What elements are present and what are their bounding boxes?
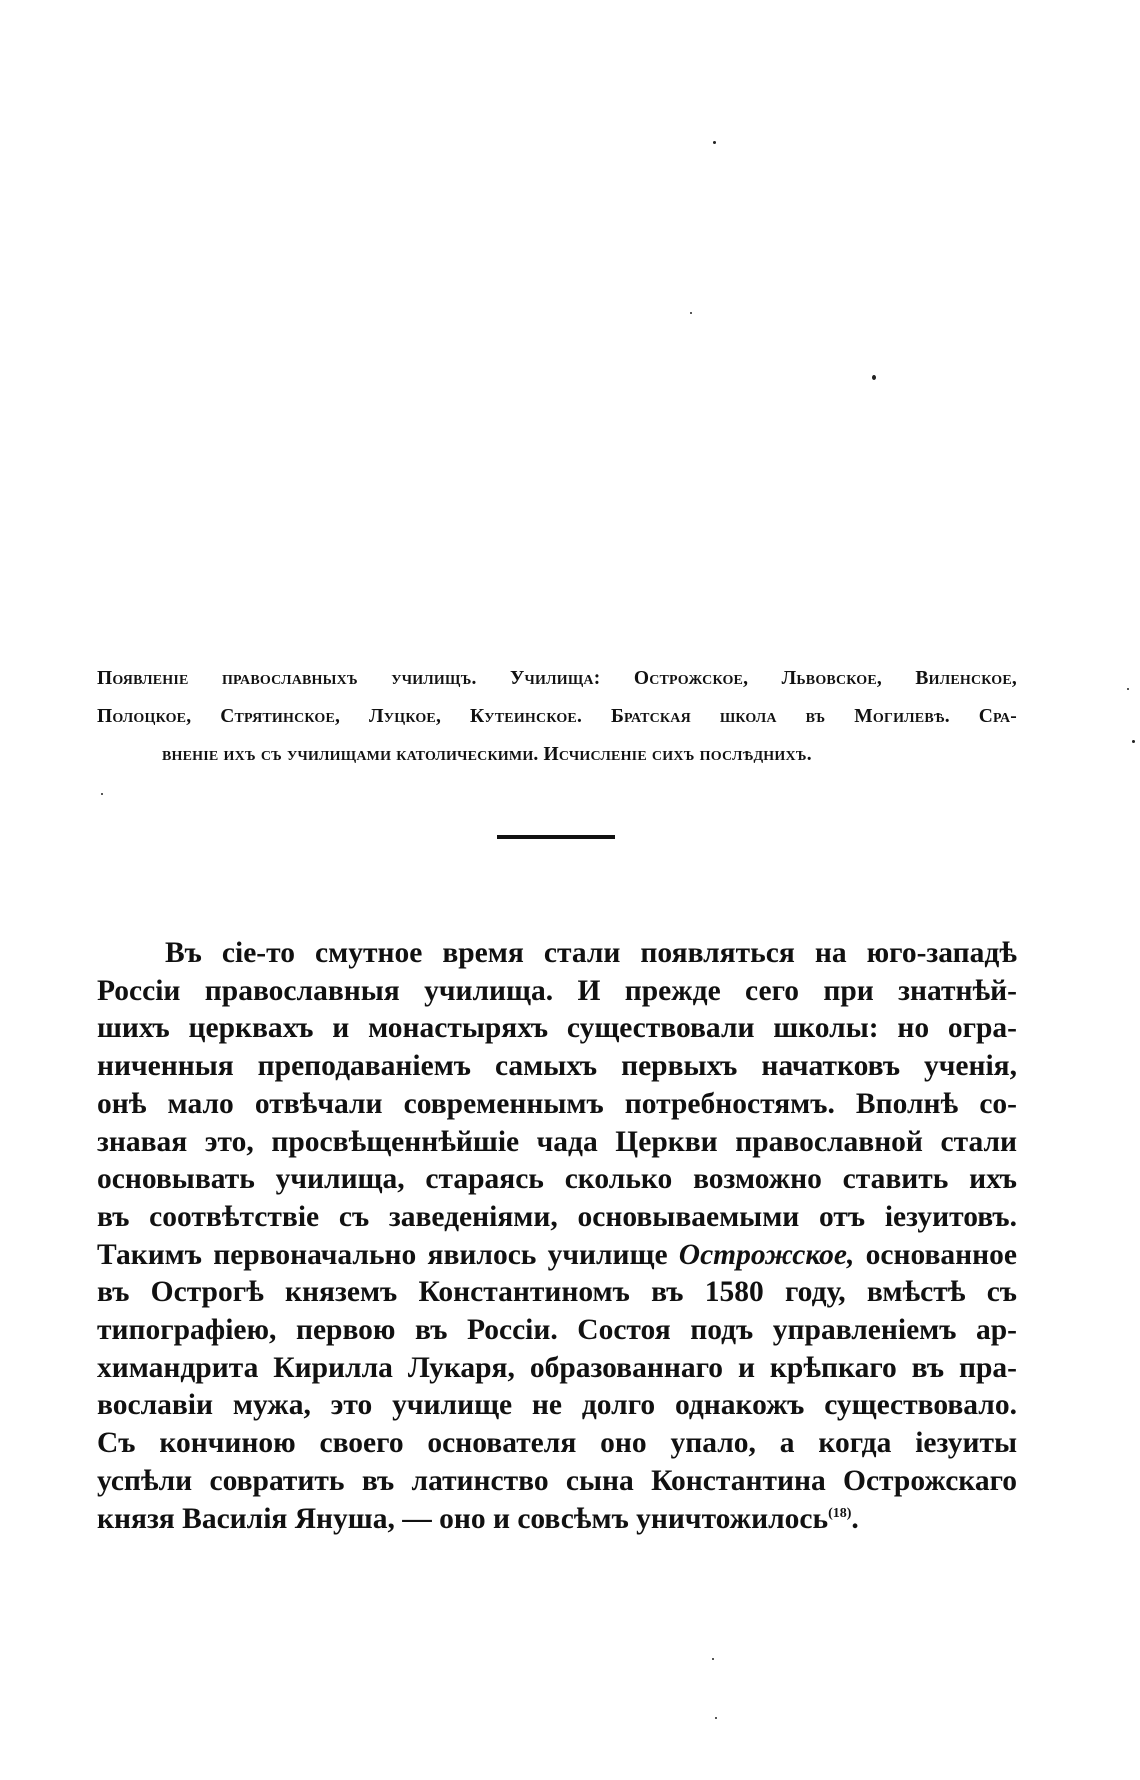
print-speck bbox=[872, 375, 876, 380]
text-line: въ Острогѣ княземъ Константиномъ въ 1580 году, вмѣстѣ съ bbox=[97, 1276, 1017, 1309]
text-line: шихъ церквахъ и монастыряхъ существовали школы: но огра- bbox=[97, 1012, 1017, 1045]
text-line: Въ сіе-то смутное время стали появляться на юго-западѣ bbox=[165, 937, 1017, 969]
print-speck bbox=[690, 312, 692, 314]
print-speck bbox=[715, 1717, 717, 1719]
text-line: типографіею, первою въ Россіи. Состоя подъ управленіемъ ар- bbox=[97, 1314, 1017, 1347]
chapter-summary bbox=[97, 660, 1017, 774]
print-speck bbox=[1127, 688, 1129, 690]
text-line: онѣ мало отвѣчали современнымъ потребностямъ. Вполнѣ со- bbox=[97, 1087, 1017, 1120]
text-line: Россіи православныя училища. И прежде сего при знатнѣй- bbox=[97, 974, 1017, 1007]
footnote-reference[interactable]: (18) bbox=[828, 1505, 852, 1521]
summary-line: Полоцкое, Стрятинское, Луцкое, Кутеинское. Братская школа въ Могилевѣ. Сра- bbox=[97, 706, 1017, 727]
text-segment: основанное bbox=[854, 1238, 1017, 1271]
text-segment: . bbox=[851, 1502, 859, 1535]
summary-line: вненіе ихъ съ училищами католическими. Исчисленіе сихъ послѣднихъ. bbox=[162, 744, 812, 765]
print-speck bbox=[101, 793, 103, 795]
print-speck bbox=[1132, 740, 1135, 743]
summary-line: Появленіе православныхъ училищъ. Училища: Острожское, Львовское, Виленское, bbox=[97, 668, 1017, 689]
text-line: химандрита Кирилла Лукаря, образованнаго и крѣпкаго въ пра- bbox=[97, 1351, 1017, 1384]
text-line bbox=[97, 1501, 1017, 1539]
separator-rule bbox=[497, 835, 615, 839]
text-line: вославіи мужа, это училище не долго однакожъ существовало. bbox=[97, 1389, 1017, 1422]
text-line: ниченныя преподаваніемъ самыхъ первыхъ начатковъ ученія, bbox=[97, 1050, 1017, 1083]
text-line: знавая это, просвѣщеннѣйшіе чада Церкви православной стали bbox=[97, 1125, 1017, 1158]
body-paragraph bbox=[97, 935, 1017, 1538]
italic-school-name: Острожское, bbox=[678, 1238, 855, 1271]
text-line bbox=[97, 1237, 1017, 1275]
text-segment: Такимъ первоначально явилось училище bbox=[97, 1238, 679, 1271]
text-line: успѣли совратить въ латинство сына Константина Острожскаго bbox=[97, 1464, 1017, 1497]
text-line: основывать училища, стараясь сколько возможно ставить ихъ bbox=[97, 1163, 1017, 1196]
print-speck bbox=[712, 1658, 714, 1660]
print-speck bbox=[713, 141, 716, 144]
text-line: Съ кончиною своего основателя оно упало, а когда іезуиты bbox=[97, 1427, 1017, 1460]
text-segment: князя Василія Януша, — оно и совсѣмъ уничтожилось bbox=[97, 1502, 829, 1535]
text-line: въ соотвѣтствіе съ заведеніями, основываемыми отъ іезуитовъ. bbox=[97, 1200, 1017, 1233]
